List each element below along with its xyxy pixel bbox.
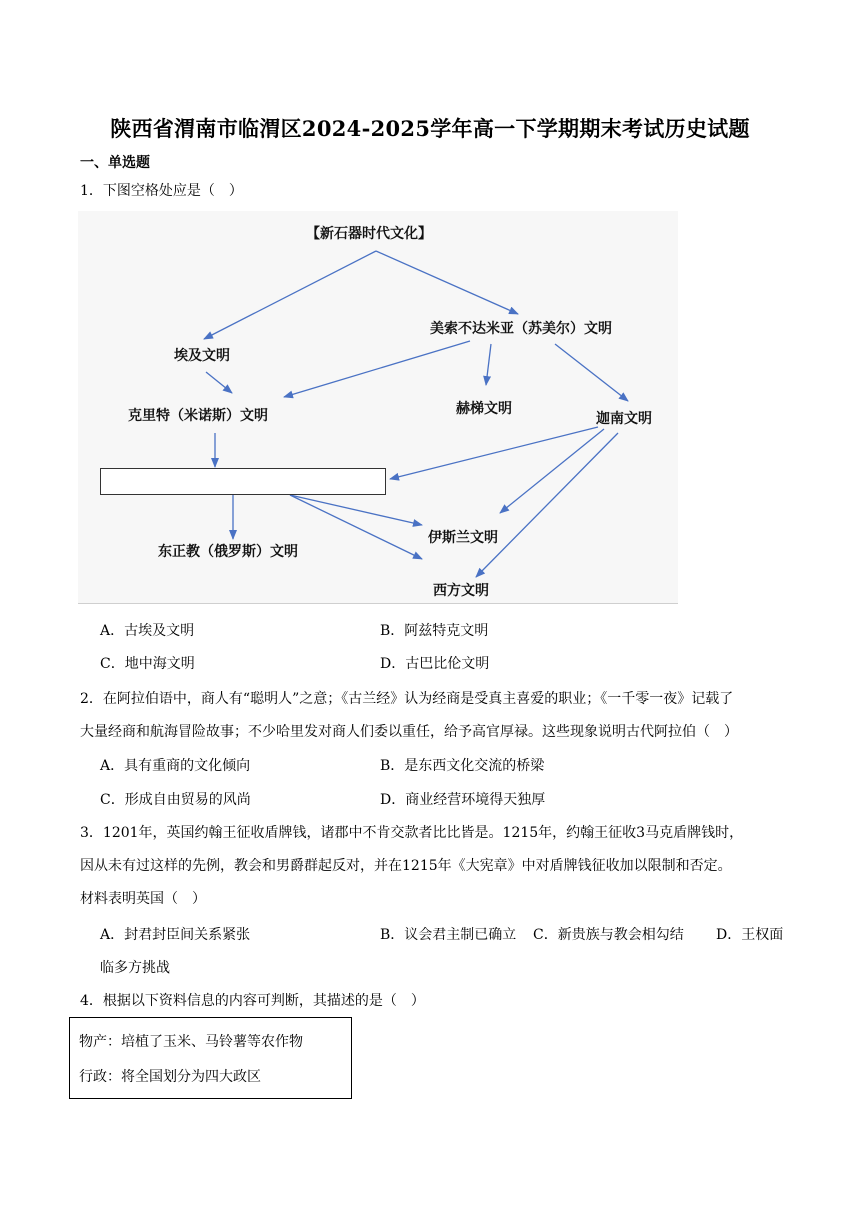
material-box <box>69 1017 352 1099</box>
q2-option-c[interactable]: C．形成自由贸易的风尚 <box>100 792 251 808</box>
arrow-egypt-crete <box>206 372 232 393</box>
q2-option-b[interactable]: B．是东西文化交流的桥梁 <box>380 758 545 774</box>
arrow-neolithic-mesopotamia <box>376 251 518 314</box>
node-egypt: 埃及文明 <box>174 348 230 364</box>
arrow-canaan-western <box>476 433 618 577</box>
page-title: 陕西省渭南市临渭区2024-2025学年高一下学期期末考试历史试题 <box>110 116 750 141</box>
material-line-2: 行政：将全国划分为四大政区 <box>79 1069 261 1085</box>
question-3-line-3: 材料表明英国（ ） <box>80 891 206 907</box>
q1-option-b[interactable]: B．阿兹特克文明 <box>380 623 489 639</box>
arrow-mesopotamia-crete <box>284 341 470 397</box>
q1-option-c[interactable]: C．地中海文明 <box>100 656 195 672</box>
node-hittite: 赫梯文明 <box>456 401 512 417</box>
q1-option-d[interactable]: D．古巴比伦文明 <box>380 656 490 672</box>
node-islam: 伊斯兰文明 <box>428 530 498 546</box>
node-crete: 克里特（米诺斯）文明 <box>128 408 268 424</box>
arrow-blank-islam <box>290 495 422 525</box>
q3-option-d-continued: 临多方挑战 <box>100 960 170 976</box>
q2-option-a[interactable]: A．具有重商的文化倾向 <box>100 758 251 774</box>
q3-option-b[interactable]: B．议会君主制已确立 <box>380 927 517 943</box>
q3-option-c[interactable]: C．新贵族与教会相勾结 <box>533 927 684 943</box>
q1-option-a[interactable]: A．古埃及文明 <box>100 623 195 639</box>
node-neolithic: 【新石器时代文化】 <box>306 226 432 242</box>
question-3-line-1: 3．1201年，英国约翰王征收盾牌钱，诸郡中不肯交款者比比皆是。1215年，约翰王征收3马克盾牌钱时， <box>80 825 744 841</box>
blank-box <box>100 468 386 495</box>
node-mesopotamia: 美索不达米亚（苏美尔）文明 <box>430 321 612 337</box>
question-2-line-1: 2．在阿拉伯语中，商人有“聪明人”之意；《古兰经》认为经商是受真主喜爱的职业；《一千零一夜》记载了 <box>80 691 734 707</box>
arrow-blank-western <box>290 495 422 559</box>
arrow-neolithic-egypt <box>204 251 376 339</box>
arrow-mesopotamia-hittite <box>486 344 491 385</box>
node-western: 西方文明 <box>433 583 489 599</box>
section-heading: 一、单选题 <box>80 155 150 171</box>
question-4-stem: 4．根据以下资料信息的内容可判断，其描述的是（ ） <box>80 993 425 1009</box>
question-2-line-2: 大量经商和航海冒险故事；不少哈里发对商人们委以重任，给予高官厚禄。这些现象说明古代阿拉伯（ ） <box>80 724 738 740</box>
arrow-canaan-blank <box>390 427 598 479</box>
node-canaan: 迦南文明 <box>596 411 652 427</box>
question-3-line-2: 因从未有过这样的先例，教会和男爵群起反对，并在1215年《大宪章》中对盾牌钱征收加以限制和否定。 <box>80 858 732 874</box>
q3-option-d[interactable]: D．王权面 <box>716 927 784 943</box>
q2-option-d[interactable]: D．商业经营环境得天独厚 <box>380 792 546 808</box>
question-1-stem: 1．下图空格处应是（ ） <box>80 183 243 199</box>
material-line-1: 物产：培植了玉米、马铃薯等农作物 <box>79 1034 303 1050</box>
q3-option-a[interactable]: A．封君封臣间关系紧张 <box>100 927 251 943</box>
arrow-mesopotamia-canaan <box>555 344 628 401</box>
civilization-diagram <box>78 211 678 604</box>
node-orthodox: 东正教（俄罗斯）文明 <box>158 544 298 560</box>
